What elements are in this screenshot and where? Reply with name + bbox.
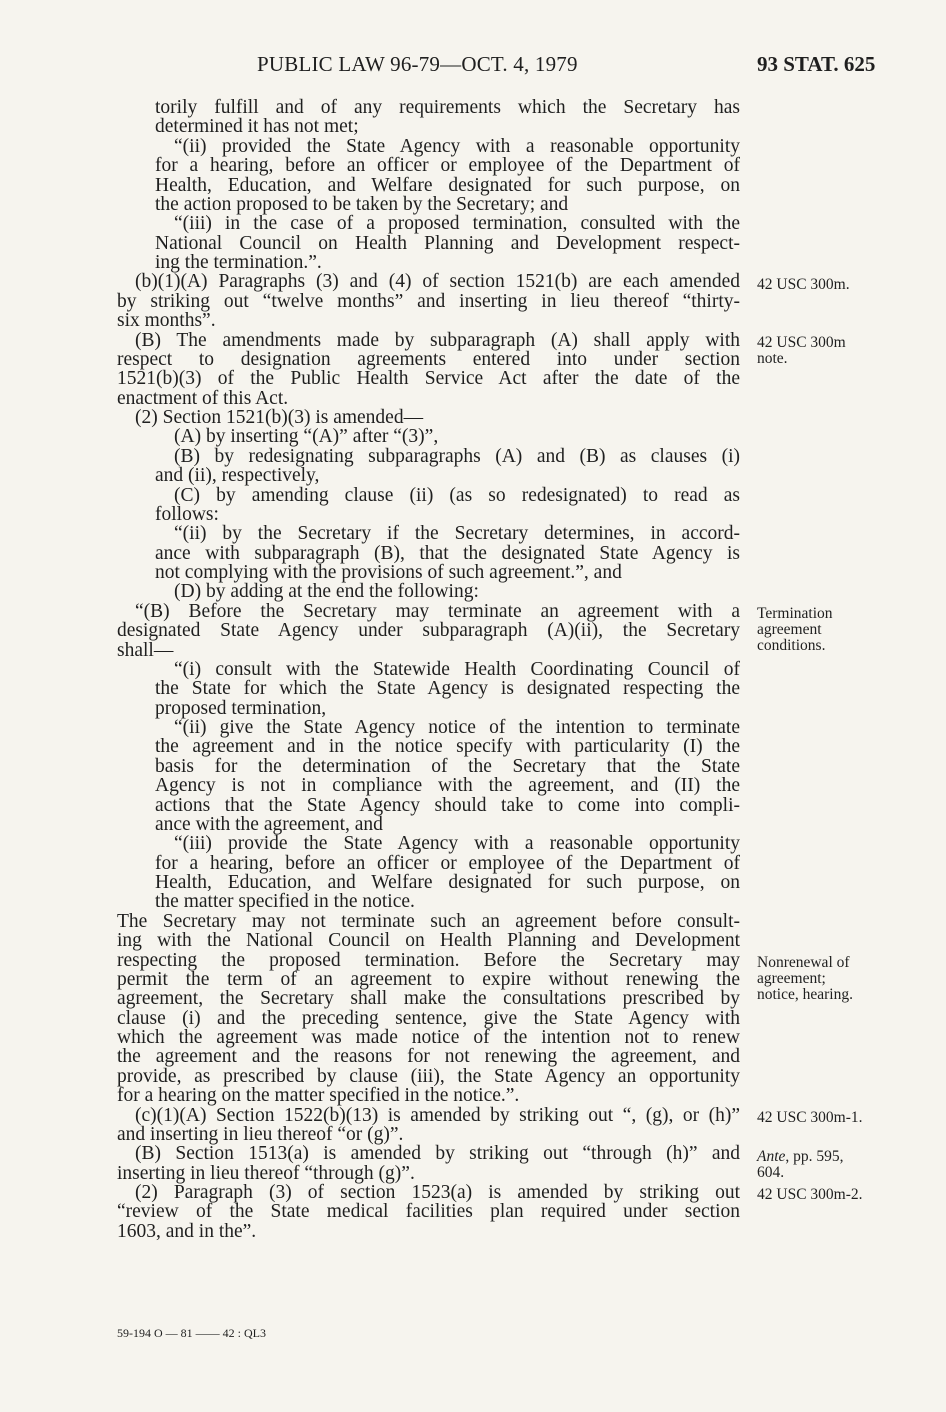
margin-note-line: note. [757,350,788,367]
text-line: for a hearing on the matter specified in the notice.”. [117,1085,520,1107]
text-line: (A) by inserting “(A)” after “(3)”, [174,426,439,448]
text-line: (2) Paragraph (3) of section 1523(a) is amended by striking out [135,1182,740,1203]
text-line: Health, Education, and Welfare designated for such purpose, on [155,872,740,893]
text-line: inserting in lieu thereof “through (g)”. [117,1162,415,1184]
printing-code-footer: 59-194 O — 81 —— 42 : QL3 [117,1326,266,1340]
text-line: not complying with the provisions of such agreement.”, and [155,562,622,583]
running-head-title: PUBLIC LAW 96-79—OCT. 4, 1979 [257,52,578,76]
margin-note-line: 604. [757,1164,785,1181]
margin-note-line: 42 USC 300m. [757,276,850,293]
text-line: the matter specified in the notice. [155,891,415,913]
text-line: the agreement and in the notice specify with particularity (I) the [155,736,740,758]
text-line: shall— [117,639,174,661]
text-line: “(iii) provide the State Agency with a reasonable opportunity [174,833,740,855]
text-line: proposed termination, [155,697,327,719]
ante-pages: , pp. 595, [785,1148,844,1165]
text-line: enactment of this Act. [117,387,289,409]
text-line: (C) by amending clause (ii) (as so redesignated) to read as [174,484,740,506]
text-line: 1521(b)(3) of the Public Health Service Act after the date of the [117,368,740,390]
text-line: agreement, the Secretary shall make the consultations prescribed by [117,988,740,1010]
body-text [117,98,740,1241]
text-line: (D) by adding at the end the following: [174,581,479,603]
text-line: (B) Section 1513(a) is amended by striking out “through (h)” and [135,1143,740,1165]
text-line: torily fulfill and of any requirements which the Secretary has [155,97,740,118]
text-line: designated State Agency under subparagraph (A)(ii), the Secretary [117,620,740,642]
margin-note-line: Nonrenewal of [757,954,850,971]
margin-note-line: 42 USC 300m-2. [757,1186,863,1203]
text-line: “(ii) by the Secretary if the Secretary determines, in accord- [174,523,740,545]
text-line: permit the term of an agreement to expire without renewing the [117,968,740,990]
text-line: determined it has not met; [155,116,359,138]
text-line: clause (i) and the preceding sentence, give the State Agency with [117,1007,740,1029]
text-line: Health, Education, and Welfare designated for such purpose, on [155,174,740,196]
text-line: National Council on Health Planning and Development respect- [155,232,740,254]
text-line: for a hearing, before an officer or employee of the Department of [155,852,740,874]
text-line: and inserting in lieu thereof “or (g)”. [117,1123,404,1145]
text-line: actions that the State Agency should take to come into compli- [155,794,740,816]
text-line: “(i) consult with the Statewide Health Coordinating Council of [174,658,740,680]
text-line: “review of the State medical facilities plan required under section [117,1201,740,1223]
text-line: (B) The amendments made by subparagraph (A) shall apply with [135,329,740,351]
margin-note-line: agreement [757,621,822,638]
ante-italic: Ante [757,1148,786,1165]
text-line: (b)(1)(A) Paragraphs (3) and (4) of section 1521(b) are each amended [135,271,740,293]
text-line: “(ii) give the State Agency notice of the intention to terminate [174,717,740,738]
text-line: “(B) Before the Secretary may terminate an agreement with a [135,600,740,622]
margin-note-42-usc-300m [757,277,850,293]
statute-page-number: 93 STAT. 625 [757,52,876,76]
text-line: by striking out “twelve months” and inserting in lieu thereof “thirty- [117,290,740,312]
text-line: respect to designation agreements entered into under section [117,348,740,370]
text-line: ing with the National Council on Health Planning and Development [117,930,740,952]
margin-note-nonrenewal [757,955,853,1003]
text-line: the action proposed to be taken by the Secretary; and [155,193,569,215]
margin-note-line: 42 USC 300m-1. [757,1109,863,1126]
text-line: six months”. [117,310,216,332]
margin-note-termination-conditions [757,606,833,654]
text-line: 1603, and in the”. [117,1220,257,1242]
text-line: “(ii) provided the State Agency with a reasonable opportunity [174,135,740,157]
text-line: and (ii), respectively, [155,465,320,487]
text-line: the agreement and the reasons for not renewing the agreement, and [117,1046,740,1068]
margin-note-42-usc-300m-1 [757,1110,863,1126]
text-line: which the agreement was made notice of the intention not to renew [117,1027,740,1048]
margin-note-line: notice, hearing. [757,986,853,1003]
text-line: ing the termination.”. [155,252,322,273]
text-line: provide, as prescribed by clause (iii), the State Agency an opportunity [117,1065,740,1087]
margin-note-42-usc-300m-2 [757,1187,863,1203]
text-line: (2) Section 1521(b)(3) is amended— [135,407,424,428]
text-line: the State for which the State Agency is designated respecting the [155,678,740,700]
margin-note-ante-citation [757,1149,844,1181]
margin-note-42-usc-300m-note [757,335,846,367]
margin-note-line: 42 USC 300m [757,334,846,351]
text-line: ance with the agreement, and [155,813,383,835]
text-line: basis for the determination of the Secretary that the State [155,755,740,777]
margin-note-line: conditions. [757,637,826,654]
margin-note-line [757,1149,844,1165]
text-line: (c)(1)(A) Section 1522(b)(13) is amended by striking out “, (g), or (h)” [135,1104,740,1126]
text-line: The Secretary may not terminate such an agreement before consult- [117,910,740,932]
text-line: respecting the proposed termination. Before the Secretary may [117,949,740,971]
margin-note-line: Termination [757,605,833,622]
text-line: ance with subparagraph (B), that the designated State Agency is [155,542,740,564]
text-line: Agency is not in compliance with the agreement, and (II) the [155,775,740,797]
text-line: for a hearing, before an officer or employee of the Department of [155,155,740,177]
margin-note-line: agreement; [757,970,826,987]
text-line: (B) by redesignating subparagraphs (A) and (B) as clauses (i) [174,445,740,467]
text-line: follows: [155,503,219,525]
text-line: “(iii) in the case of a proposed termination, consulted with the [174,213,740,235]
